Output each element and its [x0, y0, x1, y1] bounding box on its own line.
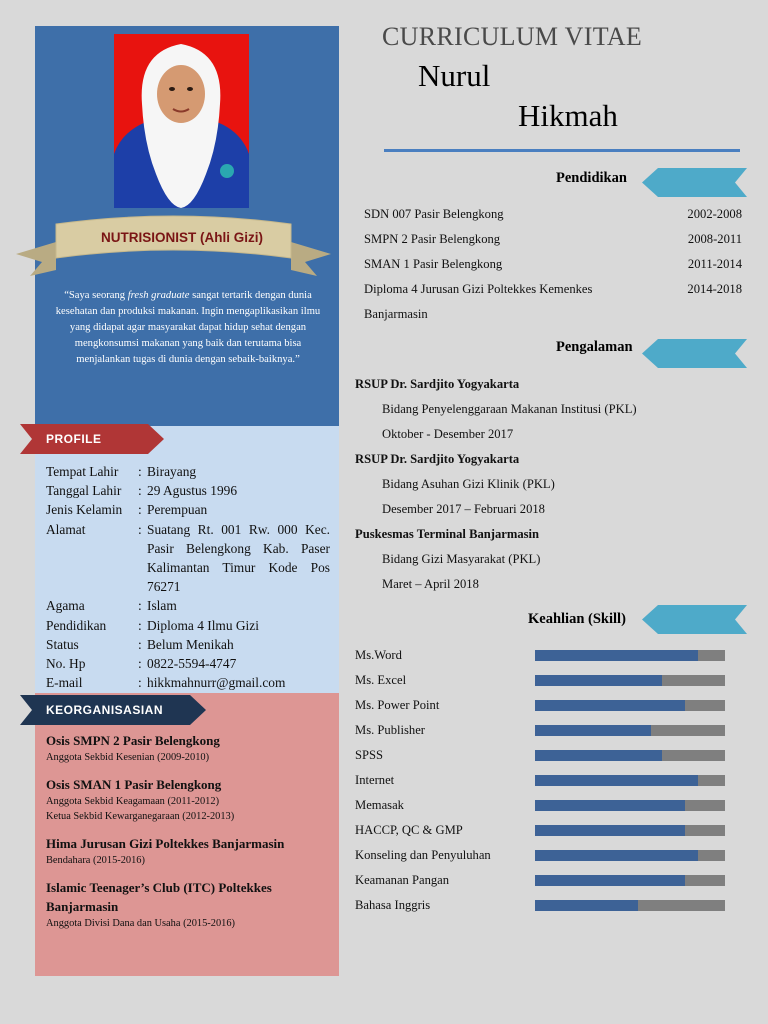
skills-list: [355, 643, 727, 918]
education-school: Diploma 4 Jurusan Gizi Poltekkes Kemenkes: [364, 282, 593, 296]
experience-list: [355, 372, 745, 597]
organization-role: Ketua Sekbid Kewarganegaraan (2012-2013): [46, 811, 235, 822]
profile-value: Suatang Rt. 001 Rw. 000 Kec. Pasir Belengkong Kab. Paser Kalimantan Timur Kode Pos 76271: [147, 521, 330, 595]
skill-row: [355, 768, 727, 793]
skill-name: HACCP, QC & GMP: [355, 823, 463, 837]
skill-name: Ms. Power Point: [355, 698, 440, 712]
education-school: SDN 007 Pasir Belengkong: [364, 207, 504, 221]
skill-name: Bahasa Inggris: [355, 898, 431, 912]
last-name: Hikmah: [518, 98, 618, 133]
profile-row: [46, 673, 330, 692]
experience-role: Bidang Gizi Masyarakat (PKL): [382, 552, 541, 566]
profile-row: [46, 635, 330, 654]
experience-place: Puskesmas Terminal Banjarmasin: [355, 527, 540, 541]
organization-name: Hima Jurusan Gizi Poltekkes Banjarmasin: [46, 836, 285, 851]
organization-item: [46, 775, 331, 824]
skill-row: [355, 643, 727, 668]
education-years: 2011-2014: [687, 257, 742, 271]
profile-tag: [20, 424, 164, 454]
organization-role: Bendahara (2015-2016): [46, 855, 145, 866]
organization-name: Osis SMAN 1 Pasir Belengkong: [46, 777, 222, 792]
person-portrait-image: [114, 34, 249, 208]
cv-title: CURRICULUM VITAE: [382, 22, 643, 51]
section-arrow-icon: [642, 339, 747, 368]
experience-period: Desember 2017 – Februari 2018: [382, 502, 545, 516]
skill-bar-fill: [535, 650, 698, 661]
profile-label: Agama: [46, 598, 85, 614]
organization-name: Osis SMPN 2 Pasir Belengkong: [46, 733, 220, 748]
organization-role: Anggota Divisi Dana dan Usaha (2015-2016): [46, 918, 236, 929]
profile-colon: :: [138, 483, 142, 499]
skill-bar: [535, 900, 725, 911]
skill-name: Ms. Excel: [355, 673, 407, 687]
skill-row: [355, 843, 727, 868]
header-divider: [384, 149, 740, 152]
organization-item: [46, 731, 331, 765]
skill-bar-fill: [535, 750, 662, 761]
skill-bar: [535, 725, 725, 736]
skill-bar: [535, 825, 725, 836]
education-row: [364, 227, 742, 252]
education-years: 2002-2008: [687, 207, 742, 221]
skill-name: Internet: [355, 773, 395, 787]
education-school: SMPN 2 Pasir Belengkong: [364, 232, 501, 246]
profile-row: [46, 596, 330, 615]
profile-colon: :: [138, 598, 142, 614]
experience-place: RSUP Dr. Sardjito Yogyakarta: [355, 452, 520, 466]
quote-italic: fresh graduate: [127, 290, 190, 301]
profile-value: Diploma 4 Ilmu Gizi: [147, 617, 259, 633]
profile-row: [46, 462, 330, 481]
profile-value: 29 Agustus 1996: [147, 483, 238, 499]
profile-colon: :: [138, 521, 142, 537]
skill-bar-fill: [535, 675, 662, 686]
skill-bar-fill: [535, 875, 685, 886]
skill-name: Keamanan Pangan: [355, 873, 450, 887]
profile-row: [46, 616, 330, 635]
experience-role: Bidang Asuhan Gizi Klinik (PKL): [382, 477, 555, 491]
profile-colon: :: [138, 464, 142, 479]
section-arrow-icon: [642, 168, 747, 197]
quote-rest: sangat tertarik dengan dunia kesehatan dan produksi makanan. Ingin mengaplikasikan ilmu yang didapat agar masyarakat dapat hidup sehat dengan mengkonsumsi makanan yang baik dan terutama bisa menjalankan tugas di dunia dengan sebaik-baiknya.”: [55, 290, 321, 365]
skill-bar-fill: [535, 900, 638, 911]
profile-label: Alamat: [46, 521, 86, 537]
skill-row: [355, 793, 727, 818]
skill-bar: [535, 850, 725, 861]
skill-row: [355, 893, 727, 918]
education-row: [364, 202, 742, 227]
skill-name: Ms.Word: [355, 648, 402, 662]
skill-name: SPSS: [355, 748, 384, 762]
skill-bar-fill: [535, 800, 685, 811]
education-school: SMAN 1 Pasir Belengkong: [364, 257, 503, 271]
education-row: [364, 302, 742, 327]
profile-value: Belum Menikah: [147, 636, 234, 652]
experience-period: Oktober - Desember 2017: [382, 427, 514, 441]
profile-label: No. Hp: [46, 656, 86, 672]
profile-colon: :: [138, 675, 142, 691]
summary-quote: [48, 288, 328, 368]
experience-role: Bidang Penyelenggaraan Makanan Institusi (PKL): [382, 402, 637, 416]
profile-row: [46, 654, 330, 673]
education-years: 2014-2018: [687, 282, 742, 296]
profile-tag-label: PROFILE: [46, 432, 102, 446]
profile-label: Status: [46, 636, 79, 652]
profile-value: 0822-5594-4747: [147, 656, 237, 672]
skill-row: [355, 693, 727, 718]
skill-bar: [535, 875, 725, 886]
profile-colon: :: [138, 617, 142, 633]
profile-colon: :: [138, 502, 142, 518]
quote-open: “Saya seorang: [64, 290, 128, 301]
profile-label: E-mail: [46, 675, 83, 691]
education-list: [364, 202, 742, 327]
profile-row: [46, 481, 330, 500]
organization-item: [46, 878, 331, 931]
section-arrow-icon: [642, 605, 747, 634]
skill-row: [355, 718, 727, 743]
education-years: 2008-2011: [687, 232, 742, 246]
skill-row: [355, 868, 727, 893]
skill-bar: [535, 650, 725, 661]
organization-role: Anggota Sekbid Keagamaan (2011-2012): [46, 796, 220, 807]
skill-bar: [535, 800, 725, 811]
skills-title: Keahlian (Skill): [528, 611, 626, 627]
profile-list: [46, 462, 330, 692]
education-row: [364, 277, 742, 302]
job-title: NUTRISIONIST (Ahli Gizi): [101, 230, 263, 245]
organization-item: [46, 834, 331, 868]
first-name: Nurul: [418, 58, 491, 93]
profile-value: Perempuan: [147, 502, 208, 518]
profile-photo: [114, 34, 249, 208]
profile-value: hikkmahnurr@gmail.com: [147, 675, 286, 691]
skill-bar-fill: [535, 700, 685, 711]
experience-title: Pengalaman: [556, 339, 633, 355]
organization-tag: [20, 695, 206, 725]
skill-name: Konseling dan Penyuluhan: [355, 848, 491, 862]
title-ribbon: [16, 214, 331, 284]
profile-row: [46, 520, 330, 597]
skill-bar: [535, 750, 725, 761]
profile-label: Pendidikan: [46, 617, 107, 633]
skill-name: Ms. Publisher: [355, 723, 425, 737]
experience-period: Maret – April 2018: [382, 577, 479, 591]
skill-bar-fill: [535, 825, 685, 836]
skill-bar-fill: [535, 725, 651, 736]
skill-row: [355, 668, 727, 693]
organization-role: Anggota Sekbid Kesenian (2009-2010): [46, 752, 210, 763]
profile-row: [46, 500, 330, 519]
profile-value: Islam: [147, 598, 177, 614]
organization-tag-label: KEORGANISASIAN: [46, 703, 164, 717]
organization-name: Islamic Teenager’s Club (ITC) Poltekkes Banjarmasin: [46, 880, 272, 914]
profile-colon: :: [138, 636, 142, 652]
skill-bar: [535, 700, 725, 711]
profile-label: Jenis Kelamin: [46, 502, 123, 518]
skill-bar-fill: [535, 850, 698, 861]
skill-row: [355, 818, 727, 843]
profile-value: Birayang: [147, 464, 197, 479]
experience-place: RSUP Dr. Sardjito Yogyakarta: [355, 377, 520, 391]
skill-bar-fill: [535, 775, 698, 786]
organization-list: [46, 731, 331, 941]
skill-name: Memasak: [355, 798, 404, 812]
profile-label: Tempat Lahir: [46, 464, 119, 479]
education-school: Banjarmasin: [364, 307, 428, 321]
skill-row: [355, 743, 727, 768]
skill-bar: [535, 775, 725, 786]
profile-colon: :: [138, 656, 142, 672]
education-title: Pendidikan: [556, 170, 627, 186]
profile-label: Tanggal Lahir: [46, 483, 122, 499]
education-row: [364, 252, 742, 277]
skill-bar: [535, 675, 725, 686]
